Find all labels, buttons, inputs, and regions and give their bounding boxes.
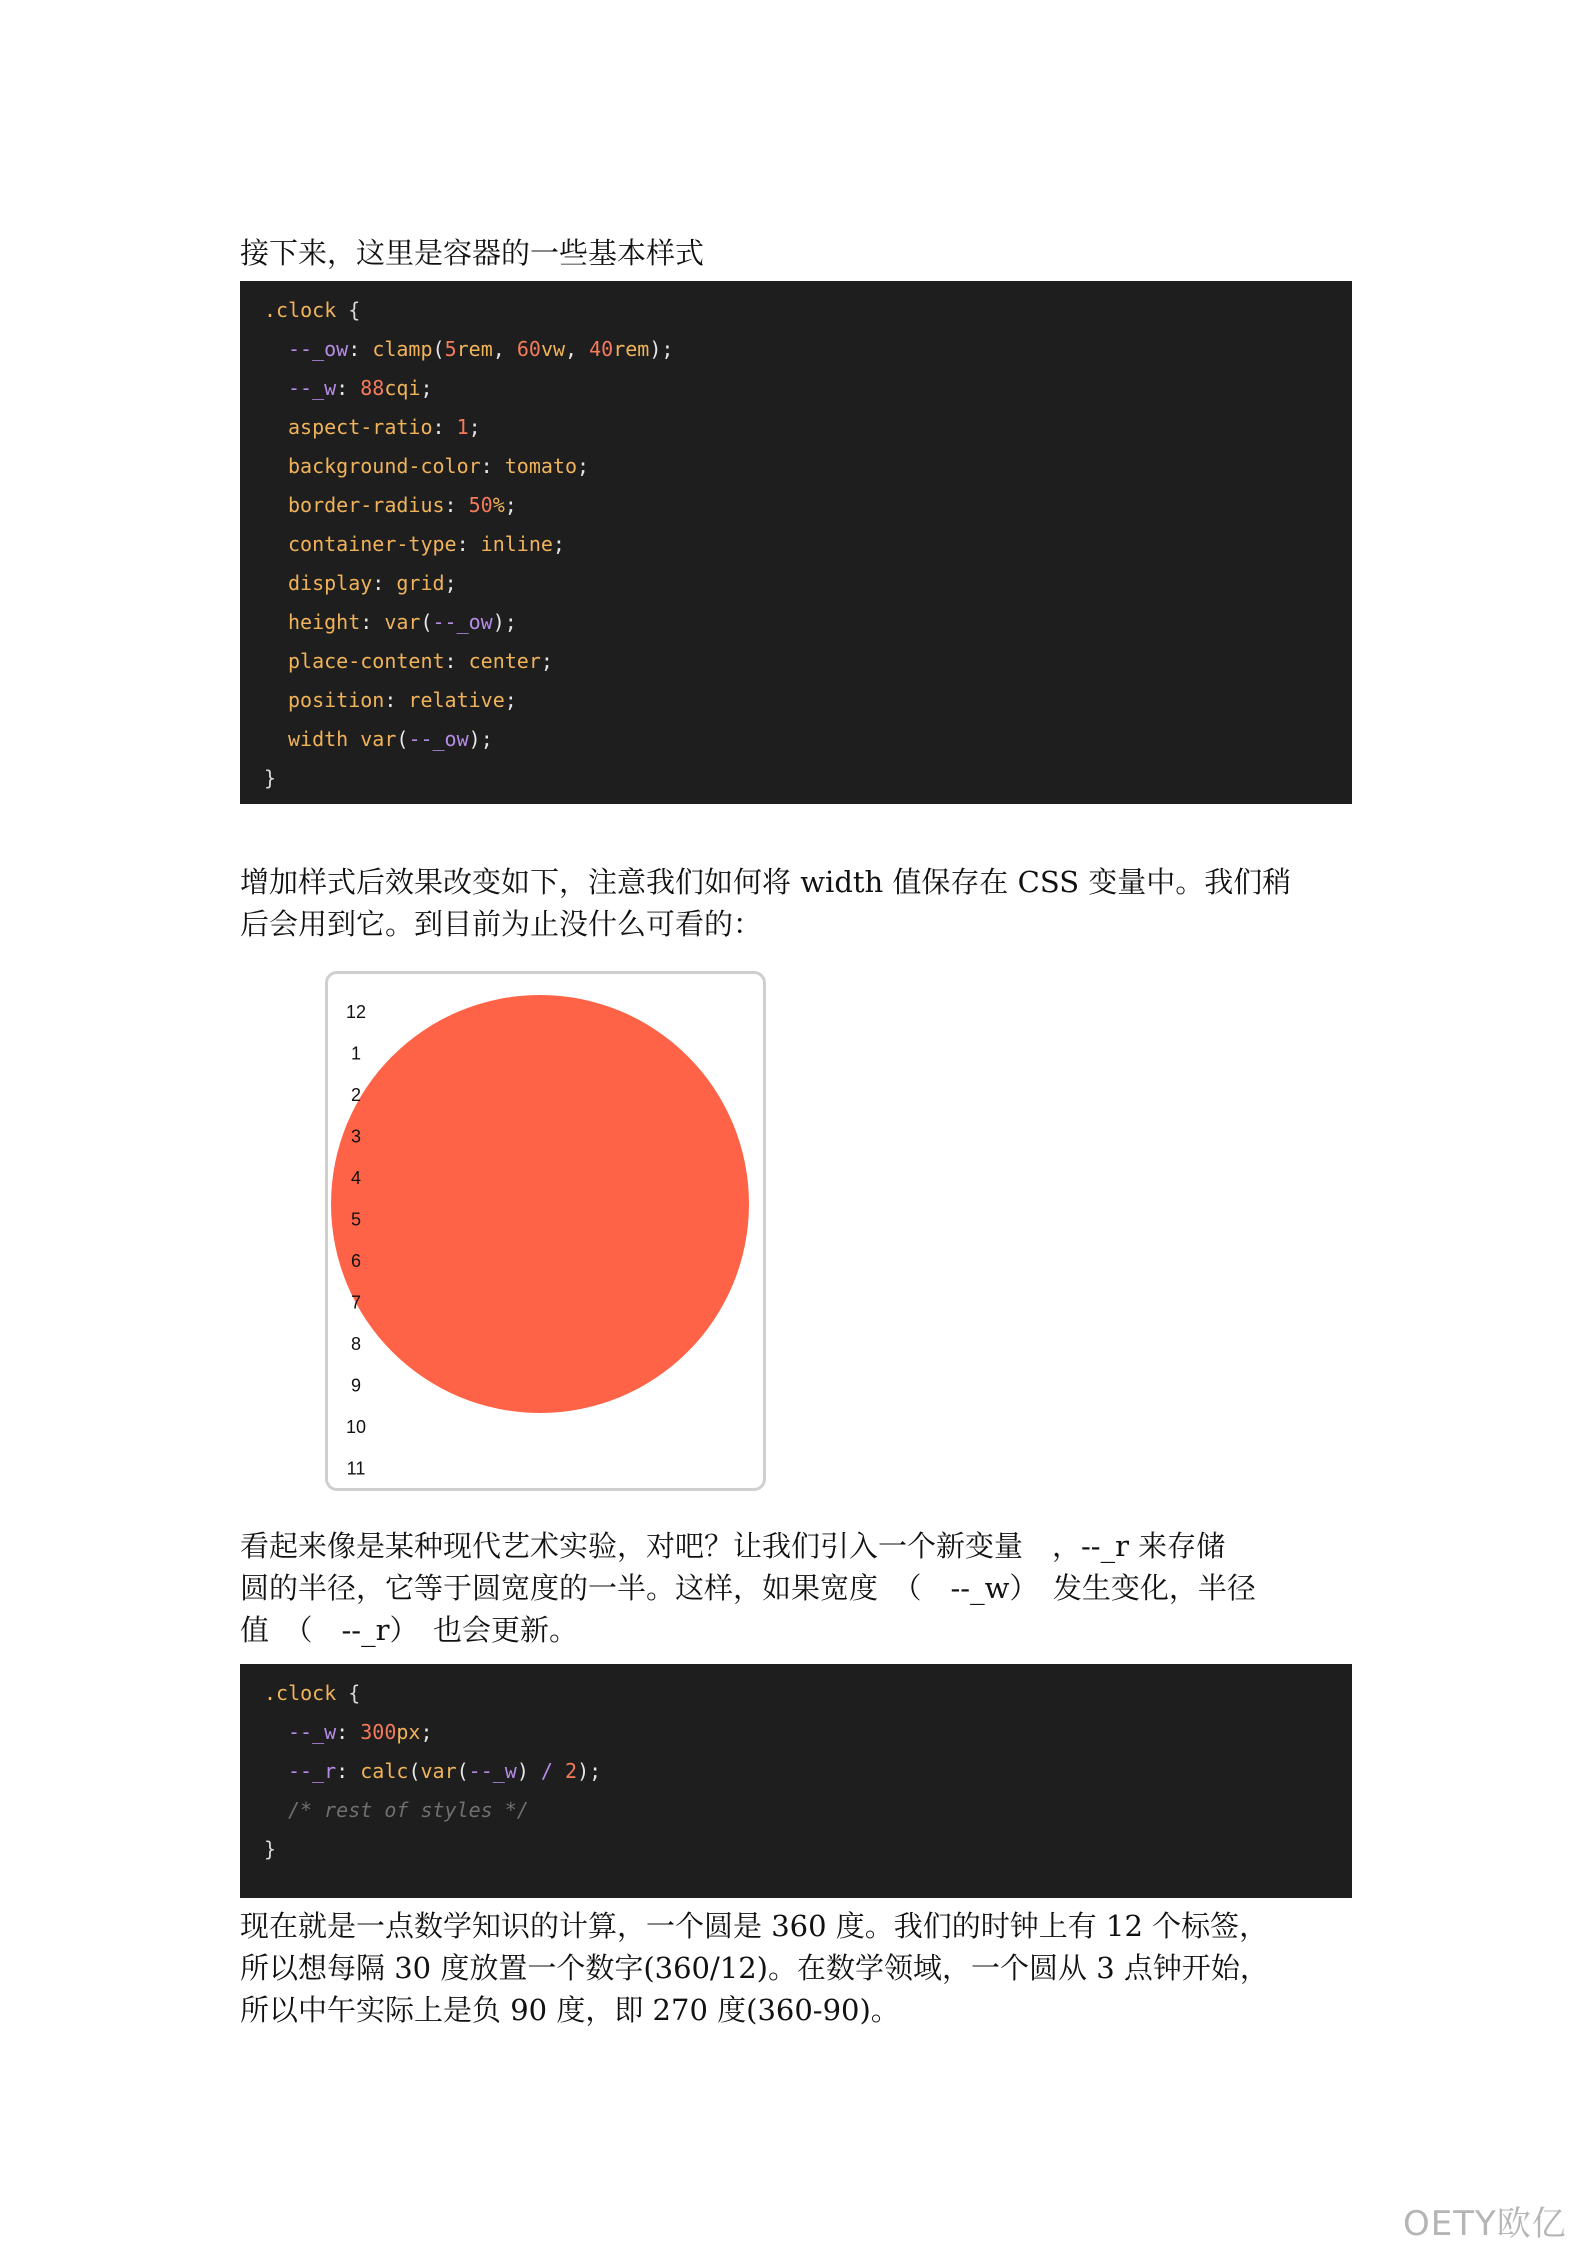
code-token: var [384, 610, 421, 634]
code-token: aspect-ratio [288, 415, 433, 439]
code-token: relative [408, 688, 505, 712]
code-token: position [288, 688, 385, 712]
paragraph-width-variable [240, 861, 1352, 945]
text-line: 所以中午实际上是负 90 度，即 270 度(360-90)。 [240, 1993, 900, 2027]
code-token: cqi [384, 376, 421, 400]
code-selector: .clock [264, 1681, 337, 1705]
clock-number: 7 [350, 1292, 362, 1313]
clock-number: 10 [345, 1417, 367, 1437]
code-token: --_r [288, 1759, 337, 1783]
code-token: px [396, 1720, 421, 1744]
code-selector: .clock [264, 298, 337, 322]
code-token: var [420, 1759, 457, 1783]
code-token: --_ow [408, 727, 469, 751]
code-token: container-type [288, 532, 457, 556]
code-token: rem [613, 337, 650, 361]
code-line [264, 291, 1352, 330]
code-token: 50 [468, 493, 493, 517]
code-token: 300 [360, 1720, 397, 1744]
clock-preview-frame [325, 971, 766, 1491]
code-token: 60 [516, 337, 541, 361]
code-token: vw [540, 337, 566, 361]
code-token: border-radius [288, 493, 445, 517]
code-token: height [288, 610, 361, 634]
paragraph-math [240, 1905, 1352, 2031]
clock-number: 1 [350, 1043, 362, 1064]
clock-preview-canvas [328, 974, 769, 1494]
code-token: --_ow [432, 610, 493, 634]
clock-number: 9 [350, 1375, 362, 1396]
clock-number: 4 [350, 1168, 362, 1188]
clock-number: 6 [350, 1251, 362, 1271]
code-token: rem [456, 337, 493, 361]
code-comment: /* rest of styles */ [288, 1798, 529, 1822]
text-line: 所以想每隔 30 度放置一个数字(360/12)。在数学领域，一个圆从 3 点钟开始， [240, 1951, 1269, 1985]
clock-number: 5 [350, 1209, 362, 1230]
code-token: / [540, 1759, 553, 1783]
clock-number: 11 [346, 1458, 366, 1479]
code-line [264, 1674, 1352, 1713]
code-brace: } [264, 766, 277, 790]
code-line: place-content: center; [288, 649, 553, 673]
intro-paragraph: 接下来，这里是容器的一些基本样式 [240, 236, 705, 270]
code-line: position: relative; [288, 688, 517, 712]
code-token: % [492, 493, 505, 517]
code-token: clamp [372, 337, 433, 361]
code-block-radius [240, 1664, 1352, 1898]
code-token: grid [396, 571, 445, 595]
code-token: 1 [456, 415, 469, 439]
code-line: --_ow: clamp(5rem, 60vw, 40rem); [288, 337, 674, 361]
code-token: width [288, 727, 349, 751]
text-line: 后会用到它。到目前为止没什么可看的： [240, 907, 763, 941]
clock-number: 12 [345, 1002, 367, 1022]
code-token: --_w [288, 376, 337, 400]
code-line: --_w: 88cqi; [288, 376, 433, 400]
paragraph-radius-variable [240, 1525, 1352, 1651]
code-token: center [468, 649, 541, 673]
code-brace: { [336, 1681, 361, 1705]
code-token: --_ow [288, 337, 349, 361]
text-line: 圆的半径，它等于圆宽度的一半。这样，如果宽度 （ --_w） 发生变化，半径 [240, 1571, 1256, 1605]
code-line: --_r: calc(var(--_w) / 2); [288, 1759, 602, 1783]
code-token: display [288, 571, 373, 595]
code-brace: { [336, 298, 361, 322]
code-line [264, 1791, 1352, 1830]
code-token: var [360, 727, 397, 751]
text-line: 增加样式后效果改变如下，注意我们如何将 width 值保存在 CSS 变量中。我们稍 [240, 865, 1292, 899]
code-line: width var(--_ow); [288, 727, 493, 751]
watermark-logo: OETY欧亿 [1403, 2204, 1567, 2244]
code-token: 40 [589, 337, 614, 361]
code-token: 5 [444, 337, 457, 361]
code-token: tomato [504, 454, 577, 478]
code-token: background-color [288, 454, 481, 478]
code-block-clock-styles [240, 281, 1352, 804]
code-line: border-radius: 50%; [288, 493, 517, 517]
code-line: container-type: inline; [288, 532, 565, 556]
code-line: display: grid; [288, 571, 457, 595]
code-line: aspect-ratio: 1; [288, 415, 481, 439]
code-token: calc [360, 1759, 409, 1783]
clock-number: 2 [350, 1085, 362, 1105]
code-line: --_w: 300px; [288, 1720, 433, 1744]
code-token: 88 [360, 376, 385, 400]
code-line: background-color: tomato; [288, 454, 590, 478]
text-line: 现在就是一点数学知识的计算，一个圆是 360 度。我们的时钟上有 12 个标签， [240, 1909, 1269, 1943]
code-brace: } [264, 1837, 277, 1861]
clock-circle [331, 995, 749, 1413]
code-line: height: var(--_ow); [288, 610, 517, 634]
text-line: 值 （ --_r） 也会更新。 [240, 1613, 578, 1647]
text-line: 看起来像是某种现代艺术实验，对吧？让我们引入一个新变量 ，--_r 来存储 [240, 1529, 1226, 1563]
clock-number: 8 [350, 1334, 362, 1354]
code-token: place-content [288, 649, 445, 673]
clock-number: 3 [350, 1126, 362, 1147]
code-token: --_w [468, 1759, 517, 1783]
code-token: --_w [288, 1720, 337, 1744]
code-line [264, 1830, 1352, 1869]
code-token: 2 [565, 1759, 578, 1783]
code-token: inline [480, 532, 553, 556]
code-line [264, 759, 1352, 798]
